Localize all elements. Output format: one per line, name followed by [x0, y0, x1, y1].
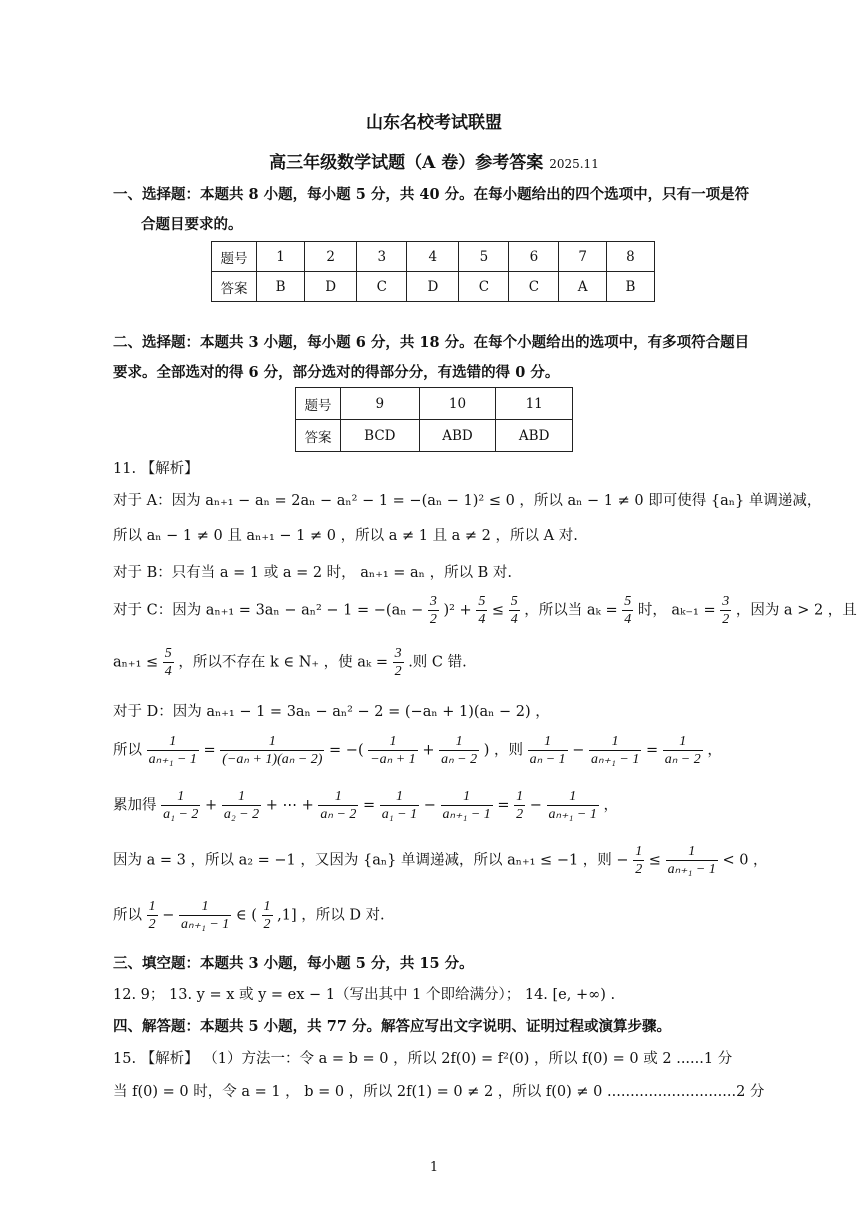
- text: ,1] ，所以 D 对.: [277, 907, 385, 924]
- table-cell: 2: [305, 242, 357, 272]
- denominator: 4: [478, 612, 486, 627]
- fraction: [368, 733, 417, 768]
- text: 对于 C：因为 aₙ₊₁ = 3aₙ − aₙ² − 1 = −(aₙ −: [113, 602, 424, 619]
- q11-line-c2: [113, 645, 467, 680]
- denominator: aₙ₊₁ − 1: [548, 807, 597, 822]
- denominator: 4: [164, 664, 172, 679]
- table-cell: B: [257, 272, 305, 302]
- text: +: [422, 742, 435, 759]
- numerator: 5: [624, 594, 632, 609]
- fraction: [163, 645, 174, 680]
- denominator: 2: [429, 612, 437, 627]
- fraction: [439, 733, 479, 768]
- table-cell: 9: [341, 388, 420, 420]
- fraction: [476, 593, 487, 628]
- numerator: 1: [147, 733, 199, 751]
- fraction: [633, 843, 644, 878]
- table-cell: C: [357, 272, 407, 302]
- fraction: [666, 843, 718, 878]
- q15-line-1: 15. 【解析】 （1）方法一：令 a = b = 0 ，所以 2f(0) = f²(0) ，所以 f(0) = 0 或 2 ......1 分: [113, 1051, 733, 1067]
- numerator: 1: [528, 733, 568, 751]
- fraction: [147, 733, 199, 768]
- text: ，因为 a > 2 ，且: [735, 602, 857, 619]
- text: −: [572, 742, 585, 759]
- text: )² +: [443, 602, 472, 619]
- sec4-heading: 四、解答题：本题共 5 小题，共 77 分。解答应写出文字说明、证明过程或演算步骤。: [113, 1018, 671, 1035]
- text: = −(: [329, 742, 364, 759]
- denominator: −aₙ + 1: [370, 752, 416, 767]
- table-cell: 1: [257, 242, 305, 272]
- text: −: [423, 797, 436, 814]
- numerator: 5: [164, 646, 172, 661]
- q11-line-d4: [113, 843, 768, 878]
- table-cell: D: [305, 272, 357, 302]
- doc-title-text: 高三年级数学试题（A 卷）参考答案: [269, 153, 544, 173]
- numerator: 1: [222, 788, 261, 806]
- fraction: [179, 898, 231, 933]
- numerator: 1: [263, 899, 271, 914]
- numerator: 1: [547, 788, 599, 806]
- fraction: [380, 788, 419, 823]
- table-cell: 8: [606, 242, 654, 272]
- q11-line-a2: 所以 aₙ − 1 ≠ 0 且 aₙ₊₁ − 1 ≠ 0 ，所以 a ≠ 1 且 a ≠ 2 ，所以 A 对.: [113, 528, 578, 544]
- denominator: aₙ − 2: [664, 752, 701, 767]
- denominator: aₙ₊₁ − 1: [667, 862, 716, 877]
- org-title: 山东名校考试联盟: [366, 113, 502, 133]
- table-cell: 5: [459, 242, 509, 272]
- text: ≤: [491, 602, 505, 619]
- denominator: 2: [394, 664, 402, 679]
- fraction: [220, 733, 324, 768]
- numerator: 3: [429, 594, 437, 609]
- sec1-heading: 一、选择题：本题共 8 小题，每小题 5 分，共 40 分。在每小题给出的四个选项中，只有一项是符: [113, 186, 750, 203]
- mc-answer-row: [212, 272, 655, 302]
- table-cell: C: [459, 272, 509, 302]
- numerator: 1: [220, 733, 324, 751]
- text: +: [205, 797, 218, 814]
- text: ，所以不存在 k ∈ N₊ ，使 aₖ =: [178, 654, 388, 671]
- text: aₙ₊₁ ≤: [113, 654, 159, 671]
- multi-header-row: [296, 388, 573, 420]
- numerator: 1: [148, 899, 156, 914]
- table-cell: ABD: [419, 420, 496, 452]
- table-cell: 6: [509, 242, 559, 272]
- denominator: 2: [263, 917, 271, 932]
- text: ，: [603, 797, 618, 814]
- denominator: 4: [624, 612, 632, 627]
- fraction: [528, 733, 568, 768]
- fraction: [547, 788, 599, 823]
- numerator: 1: [380, 788, 419, 806]
- text: −: [529, 797, 542, 814]
- table-cell: C: [509, 272, 559, 302]
- q11-line-d2: [113, 733, 722, 768]
- denominator: 4: [510, 612, 518, 627]
- sec3-heading: 三、填空题：本题共 3 小题，每小题 5 分，共 15 分。: [113, 955, 474, 972]
- fraction: [318, 788, 358, 823]
- numerator: 1: [663, 733, 703, 751]
- q11-line-b: 对于 B：只有当 a = 1 或 a = 2 时， aₙ₊₁ = aₙ ，所以 B 对.: [113, 565, 513, 581]
- text: ) ，则: [483, 742, 524, 759]
- denominator: aₙ₊₁ − 1: [442, 807, 491, 822]
- denominator: a₁ − 1: [381, 807, 418, 822]
- table-cell: 3: [357, 242, 407, 272]
- table-cell: 11: [496, 388, 573, 420]
- fraction: [663, 733, 703, 768]
- text: < 0 ，: [722, 852, 768, 869]
- q11-line-d5: [113, 898, 385, 933]
- sec2-heading: 二、选择题：本题共 3 小题，每小题 6 分，共 18 分。在每个小题给出的选项中，有多项符合题目: [113, 334, 750, 351]
- text: .则 C 错.: [408, 654, 467, 671]
- q11-line-a1: 对于 A：因为 aₙ₊₁ − aₙ = 2aₙ − aₙ² − 1 = −(aₙ − 1)² ≤ 0 ，所以 aₙ − 1 ≠ 0 即可使得 {aₙ} 单调递减，: [113, 493, 822, 509]
- denominator: 2: [148, 917, 156, 932]
- mc-header-row: [212, 242, 655, 272]
- text: 累加得: [113, 797, 157, 814]
- numerator: 5: [478, 594, 486, 609]
- mc-answer-table: [211, 241, 655, 302]
- numerator: 1: [635, 844, 643, 859]
- numerator: 1: [318, 788, 358, 806]
- fraction: [589, 733, 641, 768]
- table-cell: 题号: [212, 242, 257, 272]
- table-cell: A: [559, 272, 606, 302]
- text: ，所以当 aₖ =: [524, 602, 618, 619]
- fraction: [222, 788, 261, 823]
- text: 所以: [113, 907, 142, 924]
- table-cell: 答案: [296, 420, 341, 452]
- numerator: 1: [666, 843, 718, 861]
- numerator: 1: [179, 898, 231, 916]
- denominator: a₂ − 2: [223, 807, 260, 822]
- fraction: [428, 593, 439, 628]
- table-cell: ABD: [496, 420, 573, 452]
- fraction: [441, 788, 493, 823]
- multi-answer-table: [295, 387, 573, 452]
- fraction: [720, 593, 731, 628]
- numerator: 1: [161, 788, 200, 806]
- numerator: 3: [722, 594, 730, 609]
- table-cell: 答案: [212, 272, 257, 302]
- denominator: aₙ − 2: [320, 807, 357, 822]
- q11-line-d3: [113, 788, 618, 823]
- fraction: [147, 898, 158, 933]
- text: =: [645, 742, 659, 759]
- fraction: [262, 898, 273, 933]
- text: ≤: [648, 852, 661, 869]
- fraction: [509, 593, 520, 628]
- fraction: [622, 593, 633, 628]
- denominator: 2: [722, 612, 730, 627]
- denominator: 2: [635, 862, 643, 877]
- multi-answer-row: [296, 420, 573, 452]
- denominator: aₙ₊₁ − 1: [148, 752, 197, 767]
- text: + ⋯ +: [265, 797, 314, 814]
- doc-date: 2025.11: [549, 157, 599, 171]
- table-cell: 7: [559, 242, 606, 272]
- denominator: aₙ − 1: [529, 752, 566, 767]
- numerator: 5: [510, 594, 518, 609]
- text: 所以: [113, 742, 142, 759]
- numerator: 1: [589, 733, 641, 751]
- table-cell: 题号: [296, 388, 341, 420]
- table-cell: 4: [407, 242, 459, 272]
- q11-heading: 11. 【解析】: [113, 461, 199, 477]
- denominator: 2: [516, 807, 524, 822]
- denominator: aₙ₊₁ − 1: [180, 917, 230, 932]
- table-cell: BCD: [341, 420, 420, 452]
- fraction: [514, 788, 525, 823]
- doc-title: [0, 148, 868, 173]
- q11-line-d1: 对于 D：因为 aₙ₊₁ − 1 = 3aₙ − aₙ² − 2 = (−aₙ + 1)(aₙ − 2) ，: [113, 704, 550, 720]
- numerator: 1: [368, 733, 417, 751]
- text: =: [497, 797, 510, 814]
- numerator: 1: [439, 733, 479, 751]
- numerator: 3: [394, 646, 402, 661]
- table-cell: D: [407, 272, 459, 302]
- q15-line-2: 当 f(0) = 0 时，令 a = 1 ， b = 0 ，所以 2f(1) = 0 ≠ 2 ，所以 f(0) ≠ 0 ............................2 分: [113, 1084, 765, 1100]
- text: −: [162, 907, 175, 924]
- text: =: [203, 742, 216, 759]
- fraction: [393, 645, 404, 680]
- text: =: [363, 797, 376, 814]
- sec1-heading-cont: 合题目要求的。: [141, 216, 243, 233]
- fill-answers: 12. 9； 13. y = x 或 y = ex − 1（写出其中 1 个即给满分）； 14. [e, +∞) .: [113, 987, 616, 1003]
- numerator: 1: [516, 789, 524, 804]
- text: ，: [707, 742, 722, 759]
- text: ∈ (: [235, 907, 257, 924]
- text: 时， aₖ₋₁ =: [637, 602, 716, 619]
- table-cell: 10: [419, 388, 496, 420]
- denominator: aₙ₊₁ − 1: [591, 752, 640, 767]
- numerator: 1: [441, 788, 493, 806]
- table-cell: B: [606, 272, 654, 302]
- denominator: (−aₙ + 1)(aₙ − 2): [222, 752, 323, 767]
- denominator: aₙ − 2: [441, 752, 478, 767]
- denominator: a₁ − 2: [163, 807, 199, 822]
- sec2-heading-cont: 要求。全部选对的得 6 分，部分选对的得部分分，有选错的得 0 分。: [113, 364, 560, 381]
- page-number: 1: [429, 1160, 439, 1175]
- text: 因为 a = 3 ，所以 a₂ = −1 ，又因为 {aₙ} 单调递减，所以 aₙ₊₁ ≤ −1 ，则 −: [113, 852, 629, 869]
- q11-line-c1: [113, 593, 857, 628]
- fraction: [161, 788, 200, 823]
